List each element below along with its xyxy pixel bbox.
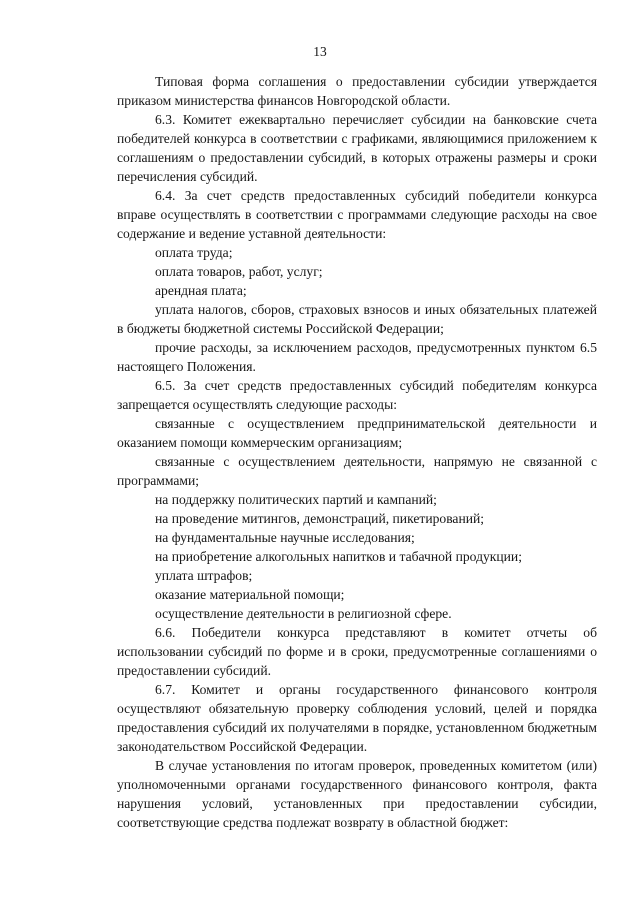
list-item-other-expenses: прочие расходы, за исключением расходов, предусмотренных пунктом 6.5 настоящего Положения. [117,340,597,374]
paragraph-6-4: 6.4. За счет средств предоставленных субсидий победители конкурса вправе осуществлять в соответствии с программами следующие расходы на свое содержание и ведение уставной деятельности: [117,188,597,241]
list-item-political-parties: на поддержку политических партий и кампаний; [155,492,437,507]
list-item-rent: арендная плата; [155,283,247,298]
paragraph-standard-form: Типовая форма соглашения о предоставлении субсидии утверждается приказом министерства финансов Новгородской области. [117,74,597,108]
list-item-entrepreneurial: связанные с осуществлением предпринимательской деятельности и оказанием помощи коммерческим организациям; [117,416,597,450]
paragraph-6-7: 6.7. Комитет и органы государственного финансового контроля осуществляют обязательную проверку соблюдения условий, целей и порядка предоставления субсидий их получателями в порядке, установленном бюджетным законодательством Российской Федерации. [117,682,597,754]
list-item-religious: осуществление деятельности в религиозной сфере. [155,606,452,621]
list-item-fines: уплата штрафов; [155,568,253,583]
list-item-alcohol-tobacco: на приобретение алкогольных напитков и табачной продукции; [155,549,522,564]
paragraph-6-5: 6.5. За счет средств предоставленных субсидий победителям конкурса запрещается осуществлять следующие расходы: [117,378,597,412]
page-number: 13 [313,44,327,59]
list-item-material-aid: оказание материальной помощи; [155,587,345,602]
list-item-unrelated-activity: связанные с осуществлением деятельности, напрямую не связанной с программами; [117,454,597,488]
list-item-goods-services: оплата товаров, работ, услуг; [155,264,323,279]
list-item-research: на фундаментальные научные исследования; [155,530,415,545]
paragraph-6-6: 6.6. Победители конкурса представляют в комитет отчеты об использовании субсидий по форме и в сроки, предусмотренные соглашениями о предоставлении субсидий. [117,625,597,678]
list-item-rallies: на проведение митингов, демонстраций, пикетирований; [155,511,485,526]
paragraph-6-3: 6.3. Комитет ежеквартально перечисляет субсидии на банковские счета победителей конкурса в соответствии с графиками, являющимися приложением к соглашениям о предоставлении субсидий, в которых отражены размеры и сроки перечисления субсидий. [117,112,597,184]
document-body [117,72,597,832]
list-item-labor: оплата труда; [155,245,233,260]
list-item-taxes: уплата налогов, сборов, страховых взносов и иных обязательных платежей в бюджеты бюджетной системы Российской Федерации; [117,302,597,336]
paragraph-refund: В случае установления по итогам проверок, проведенных комитетом (или) уполномоченными органами государственного финансового контроля, факта нарушения условий, установленных при предоставлении субсидии, соответствующие средства подлежат возврату в областной бюджет: [117,758,597,830]
